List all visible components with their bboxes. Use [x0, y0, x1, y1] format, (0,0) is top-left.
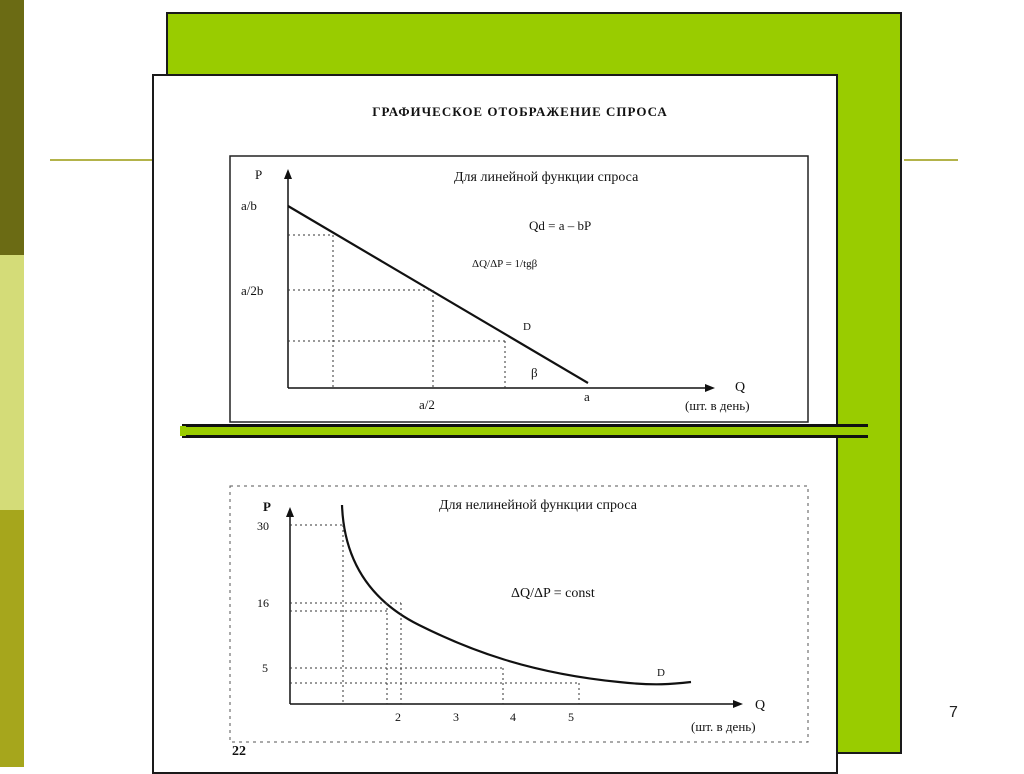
- curve-label: D: [523, 321, 531, 333]
- book-page-number: 22: [232, 744, 246, 759]
- x-tick-2: 2: [395, 710, 401, 724]
- x-tick-mid: a/2: [419, 397, 435, 412]
- x-tick-5: 5: [568, 710, 574, 724]
- y-tick-top: a/b: [241, 198, 257, 213]
- decorative-line-left: [50, 159, 160, 161]
- curve-label: D: [657, 667, 665, 679]
- sidebar-strip-light: [0, 255, 24, 510]
- x-tick-4: 4: [510, 710, 516, 724]
- angle-label: β: [531, 365, 538, 380]
- x-tick-3: 3: [453, 710, 459, 724]
- nonlinear-demand-chart: [229, 485, 809, 743]
- y-tick-5: 5: [262, 661, 268, 675]
- y-axis-label: P: [255, 167, 263, 182]
- y-tick-mid: a/2b: [241, 283, 264, 298]
- chart-caption: Для линейной функции спроса: [454, 170, 639, 185]
- page-title: ГРАФИЧЕСКОЕ ОТОБРАЖЕНИЕ СПРОСА: [372, 104, 668, 119]
- x-unit-label: (шт. в день): [685, 398, 750, 413]
- sidebar-strip-mid: [0, 510, 24, 767]
- x-axis-label: Q: [735, 380, 746, 395]
- section-divider-bar: [182, 424, 868, 438]
- elasticity-ratio: ΔQ/ΔP = 1/tgβ: [472, 258, 538, 270]
- x-tick-end: a: [584, 389, 590, 404]
- y-tick-16: 16: [257, 596, 269, 610]
- linear-demand-chart: [229, 155, 809, 423]
- decorative-line-right: [904, 159, 958, 161]
- x-axis-label: Q: [755, 698, 766, 713]
- chart-caption: Для нелинейной функции спроса: [439, 498, 637, 513]
- sidebar-strip-dark: [0, 0, 24, 255]
- y-tick-30: 30: [257, 519, 269, 533]
- elasticity-ratio: ΔQ/ΔP = const: [511, 586, 595, 601]
- x-unit-label: (шт. в день): [691, 719, 756, 734]
- y-axis-label: P: [263, 499, 271, 514]
- slide-page-number: 7: [949, 704, 958, 721]
- demand-formula: Qd = a – bP: [529, 218, 592, 233]
- divider-cap: [180, 426, 186, 436]
